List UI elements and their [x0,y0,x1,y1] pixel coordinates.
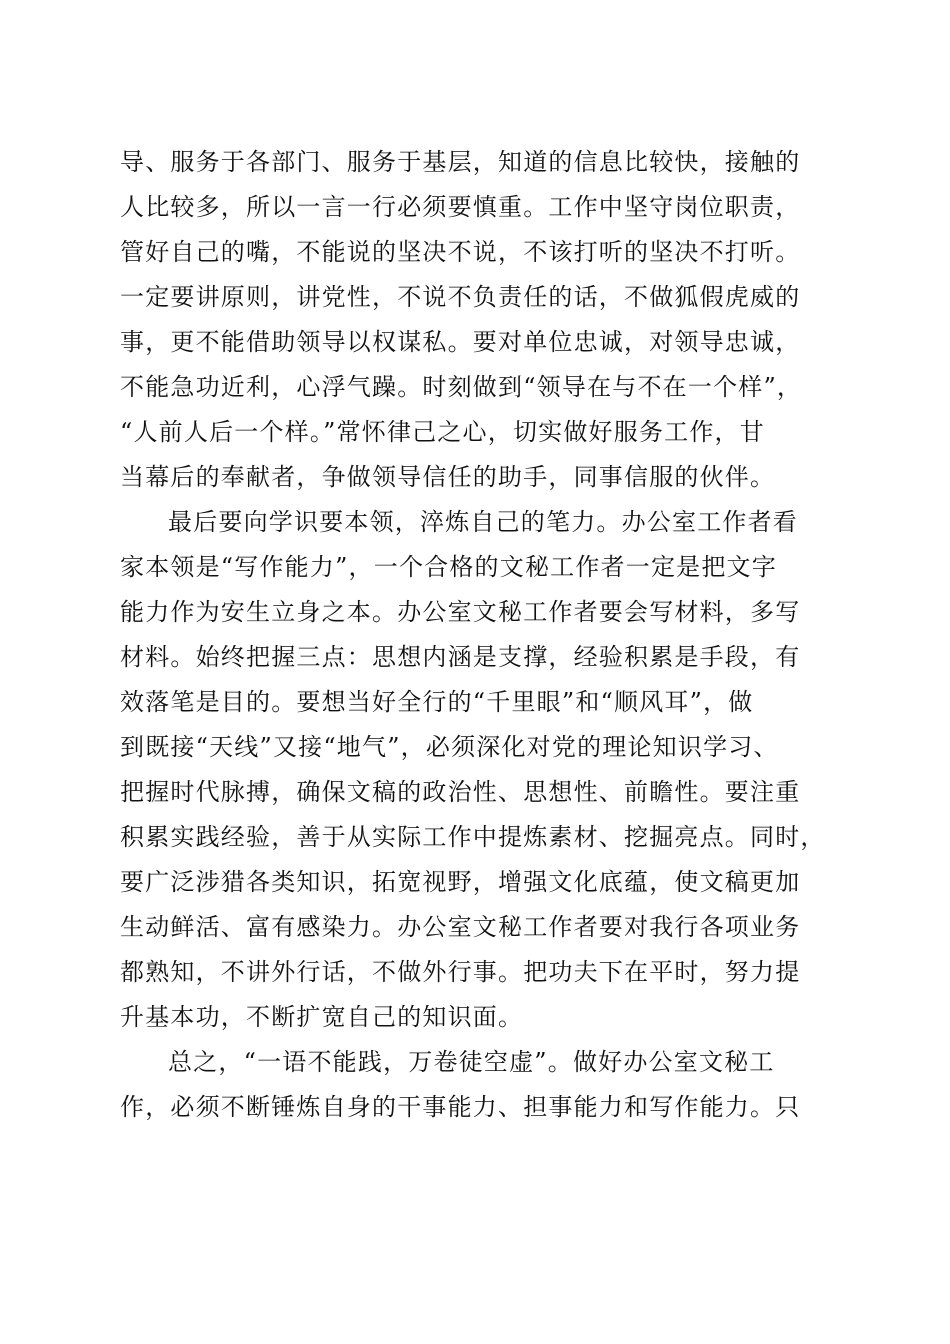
text-line: 一定要讲原则，讲党性，不说不负责任的话，不做狐假虎威的 [120,283,801,311]
paragraph-2 [120,500,840,1040]
text-line: 作，必须不断锤炼自身的干事能力、担事能力和写作能力。只 [120,1093,801,1121]
document-body [120,140,840,1130]
text-line: 家本领是“写作能力”，一个合格的文秘工作者一定是把文字 [120,553,777,581]
text-line: 积累实践经验，善于从实际工作中提炼素材、挖掘亮点。同时， [120,823,826,851]
text-line: 导、服务于各部门、服务于基层，知道的信息比较快，接触的 [120,148,801,176]
text-line: 材料。始终把握三点：思想内涵是支撑，经验积累是手段，有 [120,643,801,671]
text-line: 当幕后的奉献者，争做领导信任的助手，同事信服的伙伴。 [120,463,776,491]
text-line: 最后要向学识要本领，淬炼自己的笔力。办公室工作者看 [168,508,798,536]
paragraph-1 [120,140,840,500]
paragraph-3 [120,1040,840,1130]
text-line: 要广泛涉猎各类知识，拓宽视野，增强文化底蕴，使文稿更加 [120,868,801,896]
text-line: 升基本功，不断扩宽自己的知识面。 [120,1003,524,1031]
text-line: 都熟知，不讲外行话，不做外行事。把功夫下在平时，努力提 [120,958,801,986]
text-line: 效落笔是目的。要想当好全行的“千里眼”和“顺风耳”，做 [120,688,754,716]
text-line: 总之，“一语不能践，万卷徒空虚”。做好办公室文秘工 [168,1048,775,1076]
text-line: 不能急功近利，心浮气躁。时刻做到“领导在与不在一个样”， [120,373,803,401]
text-line: 人比较多，所以一言一行必须要慎重。工作中坚守岗位职责， [120,193,801,221]
text-line: 生动鲜活、富有感染力。办公室文秘工作者要对我行各项业务 [120,913,801,941]
text-line: 管好自己的嘴，不能说的坚决不说，不该打听的坚决不打听。 [120,238,801,266]
text-line: 到既接“天线”又接“地气”，必须深化对党的理论知识学习、 [120,733,779,761]
text-line: 能力作为安生立身之本。办公室文秘工作者要会写材料，多写 [120,598,801,626]
text-line: 把握时代脉搏，确保文稿的政治性、思想性、前瞻性。要注重 [120,778,801,806]
text-line: 事，更不能借助领导以权谋私。要对单位忠诚，对领导忠诚， [120,328,801,356]
text-line: “人前人后一个样。”常怀律己之心，切实做好服务工作，甘 [120,418,765,446]
